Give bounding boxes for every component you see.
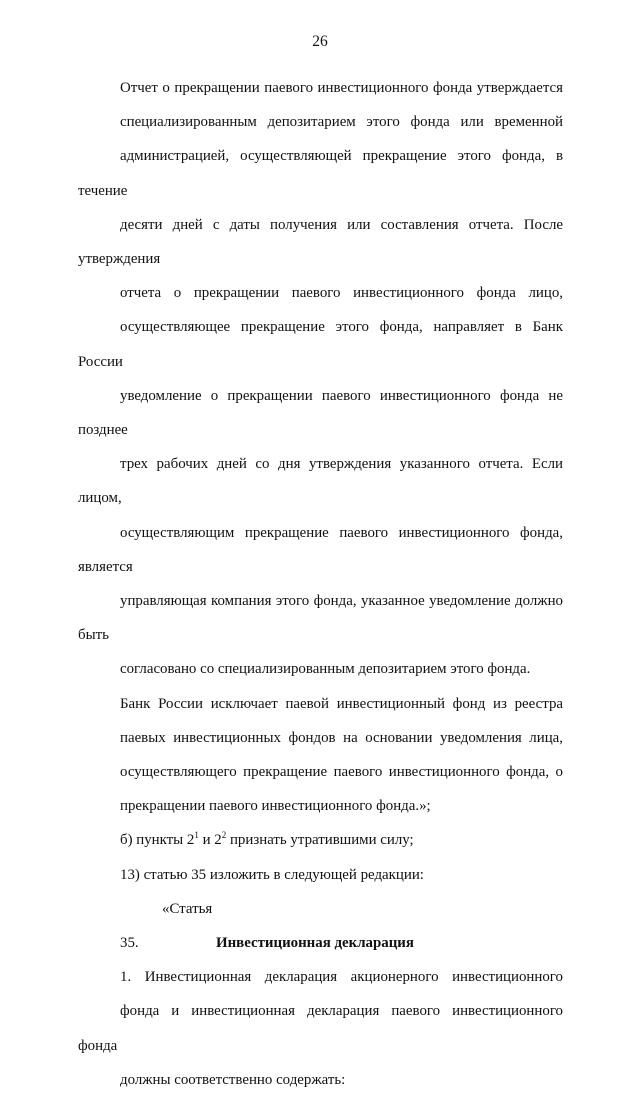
document-body [78, 71, 563, 1097]
item-b-middle: и 2 [198, 832, 222, 849]
text-line: осуществляющим прекращение паевого инвестиционного фонда, является [78, 524, 563, 575]
text-line: прекращении паевого инвестиционного фонда.»; [120, 798, 431, 815]
superscript: 2 [221, 830, 227, 841]
item-b-suffix: признать утратившими силу; [226, 832, 414, 849]
text-line [78, 892, 563, 960]
article-35-heading [78, 892, 563, 960]
text-line: 13) статью 35 изложить в следующей редакции: [120, 866, 424, 883]
text-line: уведомление о прекращении паевого инвестиционного фонда не позднее [78, 387, 563, 439]
text-line: осуществляющее прекращение этого фонда, направляет в Банк России [78, 319, 563, 370]
text-line: трех рабочих дней со дня утверждения указанного отчета. Если лицом, [78, 456, 563, 507]
paragraph-bank-of-russia-exclusion [78, 687, 563, 824]
item-b-prefix: б) пункты 2 [120, 832, 195, 849]
text-line: 1. Инвестиционная декларация акционерного инвестиционного [120, 969, 563, 986]
text-line: отчета о прекращении паевого инвестиционного фонда лицо, [120, 285, 563, 302]
paragraph-fund-termination-report [78, 71, 563, 687]
item-13-article-35 [78, 858, 563, 892]
text-line: Отчет о прекращении паевого инвестиционного фонда утверждается [120, 80, 563, 96]
article-title: Инвестиционная декларация [216, 935, 414, 952]
text-line: администрацией, осуществляющей прекращение этого фонда, в течение [78, 148, 563, 199]
text-line: специализированным депозитарием этого фонда или временной [120, 114, 563, 131]
text-line: согласовано со специализированным депозитарием этого фонда. [120, 661, 531, 678]
text-line: осуществляющего прекращение паевого инвестиционного фонда, о [120, 764, 563, 781]
paragraph-investment-declaration [78, 960, 563, 1097]
page-number: 26 [312, 33, 328, 50]
text-line: паевых инвестиционных фондов на основании уведомления лица, [120, 729, 563, 746]
text-line: фонда и инвестиционная декларация паевого инвестиционного фонда [78, 1003, 563, 1054]
text-line: должны соответственно содержать: [120, 1071, 346, 1088]
superscript: 1 [194, 830, 199, 841]
article-label: «Статья 35. [120, 900, 213, 952]
item-b-points-repeal [78, 823, 563, 857]
text-line: десяти дней с даты получения или составления отчета. После утверждения [78, 216, 563, 268]
text-line: Банк России исключает паевой инвестиционный фонд из реестра [120, 695, 563, 712]
text-line: управляющая компания этого фонда, указанное уведомление должно быть [78, 593, 563, 644]
text-line [78, 823, 563, 857]
